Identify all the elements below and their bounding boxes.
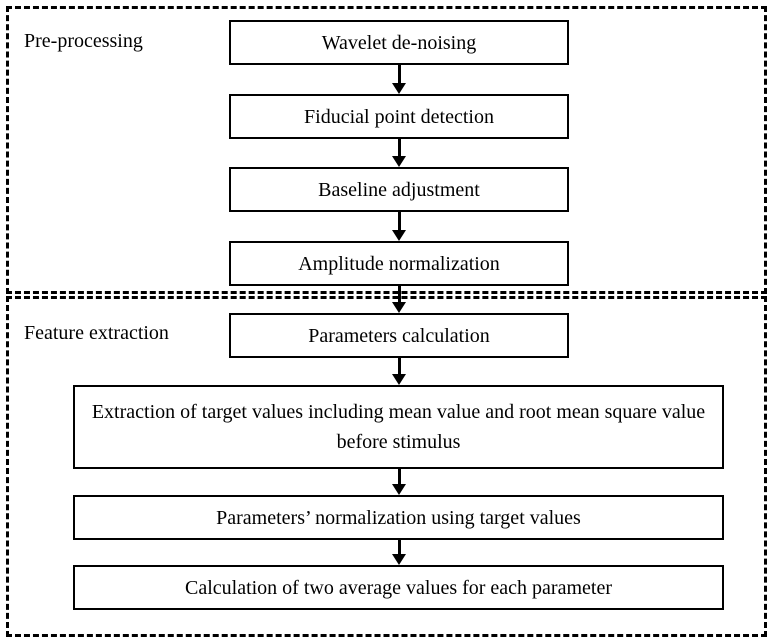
arrow-parameters-normalization-to-calculation: [392, 540, 406, 565]
arrow-amplitude-to-parameters-calculation: [392, 286, 406, 313]
node-extraction-of-target-values: Extraction of target values including mean value and root mean square value before stimulus: [73, 385, 724, 469]
node-fiducial-point-detection: Fiducial point detection: [229, 94, 569, 139]
node-parameters-normalization: Parameters’ normalization using target values: [73, 495, 724, 540]
node-parameters-calculation: Parameters calculation: [229, 313, 569, 358]
group-label-feature-extraction: Feature extraction: [24, 322, 169, 344]
arrow-extraction-to-parameters-normalization: [392, 469, 406, 495]
arrow-baseline-to-amplitude: [392, 212, 406, 241]
node-calculation-of-two-average-values: Calculation of two average values for each parameter: [73, 565, 724, 610]
node-wavelet-denoising: Wavelet de-noising: [229, 20, 569, 65]
node-amplitude-normalization: Amplitude normalization: [229, 241, 569, 286]
group-label-pre-processing: Pre-processing: [24, 30, 143, 52]
arrow-wavelet-to-fiducial: [392, 65, 406, 94]
arrow-parameters-calculation-to-extraction: [392, 358, 406, 385]
node-baseline-adjustment: Baseline adjustment: [229, 167, 569, 212]
arrow-fiducial-to-baseline: [392, 139, 406, 167]
